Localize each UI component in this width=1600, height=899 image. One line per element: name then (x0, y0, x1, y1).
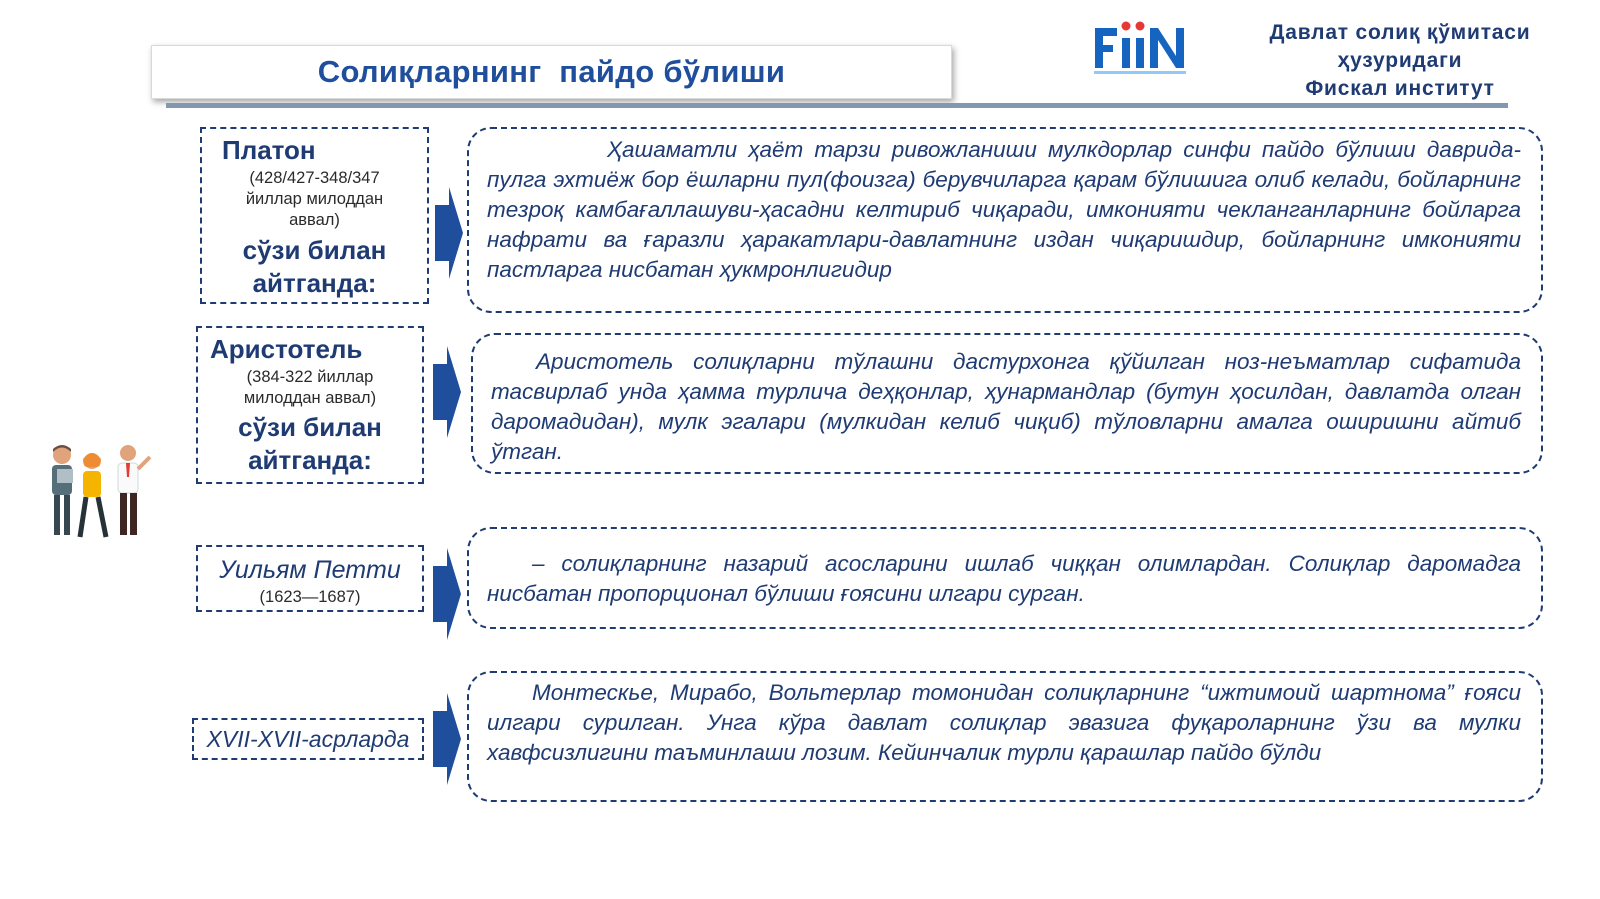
platon-said-line-2: айтганда: (252, 268, 377, 298)
petty-label-box (196, 545, 424, 612)
platon-quote-box (467, 127, 1543, 313)
arrow-right-icon (433, 346, 461, 438)
organization-line-3: Фискал институт (1305, 77, 1495, 100)
slide-title-box (151, 45, 952, 99)
organization-line-2: ҳузуридаги (1337, 49, 1463, 72)
century-quote-text: Монтескье, Мирабо, Вольтерлар томонидан солиқларнинг “ижтимоий шартнома” ғояси илгари сурилган. Унга кўра давлат солиқлар эвазига фуқароларнинг ўзи ва мулки хавфсизлигини таъминлаши лозим. Кейинчалик турли қарашлар пайдо бўлди (487, 680, 1521, 765)
title-underline (166, 103, 1508, 108)
century-label: XVII-XVII-асрларда (206, 726, 410, 752)
aristotle-label-box (196, 326, 424, 484)
aristotle-dates: (384-322 йиллар милоддан аввал) (243, 368, 377, 407)
platon-name: Платон (222, 135, 316, 165)
platon-dates: (428/427-348/347 йиллар милоддан аввал) (245, 169, 384, 229)
fiin-logo-icon (1092, 18, 1190, 78)
organization-line-1: Давлат солиқ қўмитаси (1269, 21, 1531, 44)
arrow-right-icon (435, 187, 463, 279)
arrow-right-icon (433, 548, 461, 640)
century-label-box (192, 718, 424, 760)
century-quote-box (467, 671, 1543, 802)
aristotle-quote-text: Аристотель солиқларни тўлашни дастурхонга қўйилган ноз-неъматлар сифатида тасвирлаб унда ҳамма турлича деҳқонлар, ҳунармандлар (бутун ҳосилдан, давлатда олган даромадидан), мулк эгалари (мулкидан келиб чиқиб) тўловларни амалга оширишни айтиб ўтган. (491, 349, 1521, 464)
platon-said-line-1: сўзи билан (242, 235, 387, 265)
arrow-right-icon (433, 693, 461, 785)
petty-dates: (1623—1687) (259, 588, 361, 606)
petty-quote-box (467, 527, 1543, 629)
petty-name: Уильям Петти (219, 556, 401, 584)
aristotle-said-line-1: сўзи билан (238, 412, 382, 442)
slide-title: Солиқларнинг пайдо бўлиши (317, 54, 786, 89)
organization-name (1240, 19, 1560, 103)
aristotle-quote-box (471, 333, 1543, 474)
aristotle-name: Аристотель (210, 334, 363, 364)
platon-quote-text: Ҳашаматли ҳаёт тарзи ривожланиши мулкдорлар синфи пайдо бўлиши даврида-пулга эхтиёж бор ёшларни пул(фоизга) берувчиларга қарам бўлишига олиб келади, бойларнинг тезроқ камбағаллашуви-ҳасадни келтириб чиқаради, имконияти чекланганларнинг бойларга нафрати ва ғаразли ҳаракатлари-давлатнинг издан чиқаришдир, бойларнинг имконияти пастларга нисбатан ҳукмронлигидир (487, 137, 1521, 282)
platon-label-box (200, 127, 429, 304)
people-illustration-icon (44, 443, 159, 545)
aristotle-said-line-2: айтганда: (248, 445, 372, 475)
petty-quote-text: – солиқларнинг назарий асосларини ишлаб чиққан олимлардан. Солиқлар даромадга нисбатан пропорционал бўлиши ғоясини илгари сурган. (487, 551, 1521, 606)
